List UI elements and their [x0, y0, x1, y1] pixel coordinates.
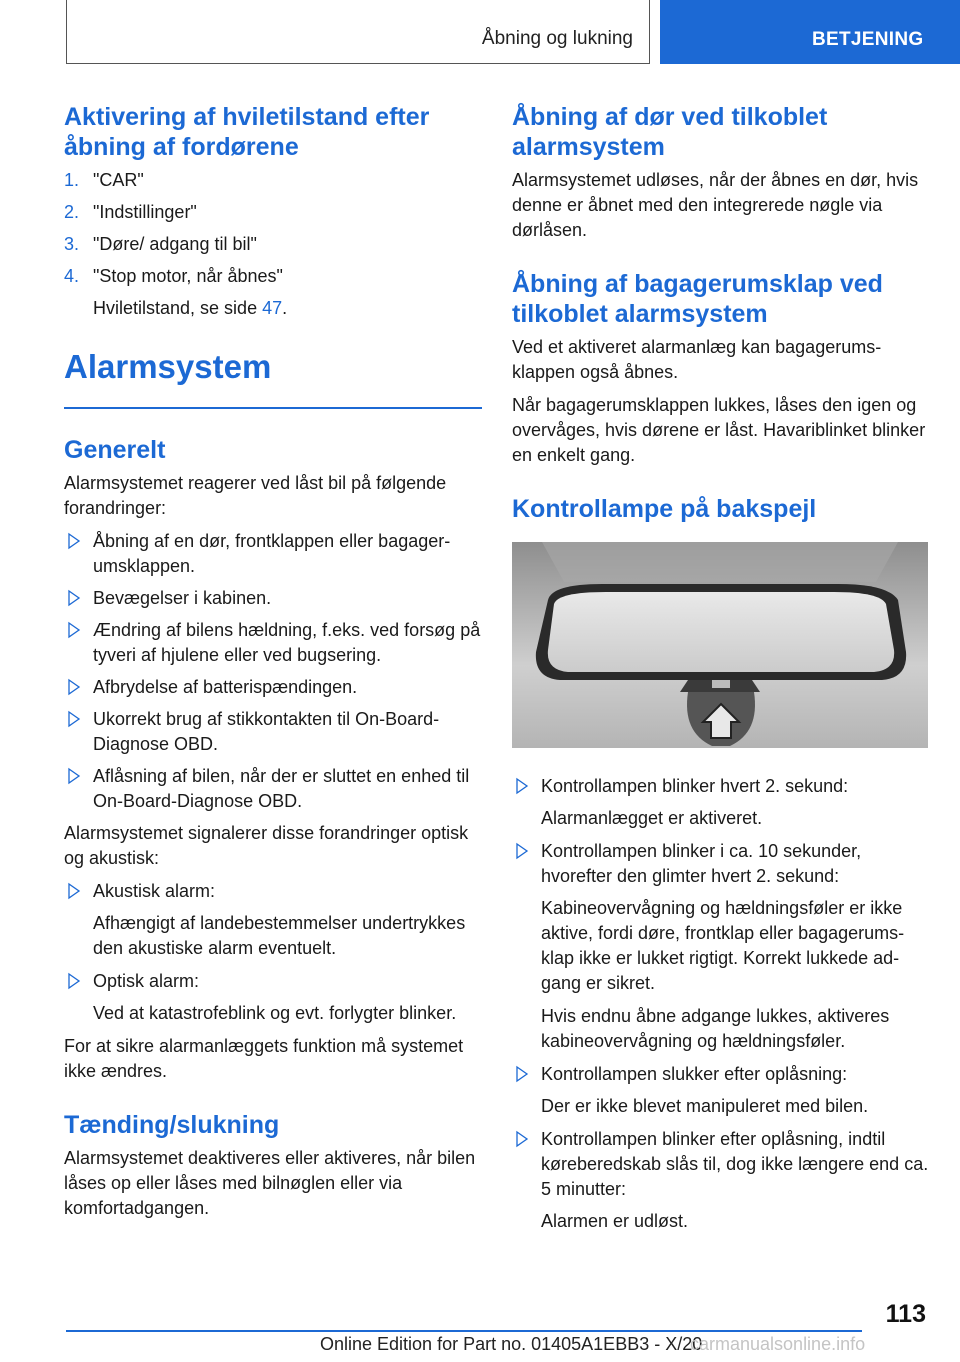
alarm-list	[64, 879, 482, 904]
list-item-text: Aflåsning af bilen, når der er sluttet en enhed til On-Board-Diagnose OBD.	[93, 765, 470, 811]
triangle-bullet-icon	[66, 767, 82, 785]
right-column	[512, 102, 930, 1242]
triangle-bullet-icon	[66, 678, 82, 696]
list-item-text: Akustisk alarm:	[93, 880, 216, 901]
list-item	[64, 675, 482, 700]
heading-trunk: Åbning af bagagerumsklap ved tilkoblet alarmsystem	[512, 270, 883, 328]
list-item	[512, 774, 930, 799]
heading-taending: Tænding/slukning	[64, 1110, 280, 1139]
list-item	[64, 529, 482, 579]
list-item	[64, 168, 482, 193]
list-item-text: Kontrollampen blinker efter oplåsning, indtil køreberedskab slås til, dog ikke længere end ca. 5 minutter:	[541, 1129, 929, 1199]
heading-lamp: Kontrollampe på bakspejl	[512, 495, 817, 523]
triangle-bullet-icon	[66, 621, 82, 639]
footer-divider	[66, 1330, 862, 1332]
list-item	[512, 839, 930, 889]
heading-hviletilstand: Aktivering af hviletilstand efter åbning af fordørene	[64, 103, 430, 161]
lamp2-desc-2: Hvis endnu åbne adgange lukkes, aktiveres kabineovervågning og hældningsføler.	[541, 1006, 890, 1051]
list-item	[64, 232, 482, 257]
triangle-bullet-icon	[514, 777, 530, 795]
list-item-text: Bevægelser i kabinen.	[93, 587, 272, 608]
lamp2-desc-1: Kabineovervågning og hældningsføler er ikke aktive, fordi døre, frontklap eller bagagerumsklap ikke er lukket rigtigt. Korrekt lukkede adgang er sikret.	[541, 898, 905, 993]
triangle-bullet-icon	[66, 710, 82, 728]
left-column	[64, 102, 482, 1229]
alarm1-desc: Afhængigt af landebestemmelser undertrykkes den akustiske alarm eventuelt.	[93, 912, 466, 958]
changes-list	[64, 529, 482, 814]
section-tab[interactable]: BETJENING	[660, 0, 960, 64]
trunk-text-1: Ved et aktiveret alarmanlæg kan bagagerumsklappen også åbnes.	[512, 337, 882, 382]
step-note-text: Hviletilstand, se side	[93, 298, 263, 318]
list-item-text: Ændring af bilens hældning, f.eks. ved forsøg på tyveri af hjulene eller ved bugsering.	[93, 619, 481, 665]
generelt-intro: Alarmsystemet reagerer ved låst bil på følgende forandringer:	[64, 472, 447, 518]
watermark: carmanualsonline.info	[690, 1334, 866, 1354]
triangle-bullet-icon	[514, 1065, 530, 1083]
list-item	[512, 1062, 930, 1087]
step-note-suffix: .	[282, 298, 288, 318]
step-note	[64, 296, 482, 321]
list-item	[512, 1127, 930, 1202]
list-item-text: Ukorrekt brug af stikkontakten til On-Board-Diagnose OBD.	[93, 708, 440, 754]
list-item-text: Åbning af en dør, frontklappen eller bagagerumsklappen.	[93, 530, 451, 576]
list-item-text: Afbrydelse af batterispændingen.	[93, 676, 358, 697]
page-number: 113	[885, 1300, 926, 1328]
list-item	[64, 586, 482, 611]
list-item-text: Kontrollampen slukker efter oplåsning:	[541, 1064, 848, 1084]
list-item	[64, 618, 482, 668]
rearview-mirror-photo	[512, 542, 928, 748]
step-text: "CAR"	[93, 170, 144, 190]
heading-door: Åbning af dør ved tilkoblet alarmsystem	[512, 103, 828, 161]
section-title: Alarmsystem	[64, 348, 272, 385]
section-divider	[64, 407, 482, 409]
lamp-list-4	[512, 1127, 930, 1202]
list-item	[64, 264, 482, 289]
list-item	[64, 200, 482, 225]
list-item	[64, 707, 482, 757]
signal-text: Alarmsystemet signalerer disse forandringer optisk og akustisk:	[64, 822, 469, 868]
step-number: 1.	[64, 170, 80, 190]
lamp3-desc: Der er ikke blevet manipuleret med bilen.	[541, 1096, 869, 1116]
steps-list	[64, 168, 482, 289]
triangle-bullet-icon	[514, 1130, 530, 1148]
list-item	[64, 764, 482, 814]
step-number: 3.	[64, 234, 80, 254]
triangle-bullet-icon	[66, 532, 82, 550]
alarm2-desc: Ved at katastrofeblink og evt. forlygter blinker.	[93, 1002, 457, 1023]
triangle-bullet-icon	[66, 972, 82, 990]
lamp-list-1	[512, 774, 930, 799]
step-text: "Stop motor, når åbnes"	[93, 266, 283, 286]
taending-text: Alarmsystemet deaktiveres eller aktiveres, når bilen låses op eller låses med bilnøglen eller via komfortadgangen.	[64, 1147, 476, 1218]
heading-generelt: Generelt	[64, 435, 166, 464]
triangle-bullet-icon	[66, 882, 82, 900]
step-number: 4.	[64, 266, 80, 286]
list-item-text: Kontrollampen blinker hvert 2. sekund:	[541, 776, 849, 796]
header-box	[66, 0, 650, 64]
door-text: Alarmsystemet udløses, når der åbnes en dør, hvis denne er åbnet med den integrerede nøgle via dørlåsen.	[512, 170, 919, 240]
step-text: "Indstillinger"	[93, 202, 197, 222]
list-item-text: Optisk alarm:	[93, 970, 200, 991]
lamp1-desc: Alarmanlægget er aktiveret.	[541, 808, 763, 828]
step-number: 2.	[64, 202, 80, 222]
chapter-title: Åbning og lukning	[481, 28, 633, 49]
list-item-text: Kontrollampen blinker i ca. 10 sekunder, hvorefter den glimter hvert 2. sekund:	[541, 841, 862, 886]
alarm-list-2	[64, 969, 482, 994]
function-text: For at sikre alarmanlæggets funktion må systemet ikke ændres.	[64, 1035, 464, 1081]
mirror-illustration	[512, 542, 928, 748]
step-text: "Døre/ adgang til bil"	[93, 234, 257, 254]
triangle-bullet-icon	[514, 842, 530, 860]
lamp-list-3	[512, 1062, 930, 1087]
triangle-bullet-icon	[66, 589, 82, 607]
list-item	[64, 879, 482, 904]
lamp4-desc: Alarmen er udløst.	[541, 1211, 689, 1231]
lamp-list-2	[512, 839, 930, 889]
page-link[interactable]: 47	[262, 298, 283, 318]
edition-text: Online Edition for Part no. 01405A1EBB3 - X/20	[320, 1334, 703, 1354]
list-item	[64, 969, 482, 994]
trunk-text-2: Når bagagerumsklappen lukkes, låses den igen og overvåges, hvis dørene er låst. Havariblinket blinker en enkelt gang.	[512, 395, 926, 465]
